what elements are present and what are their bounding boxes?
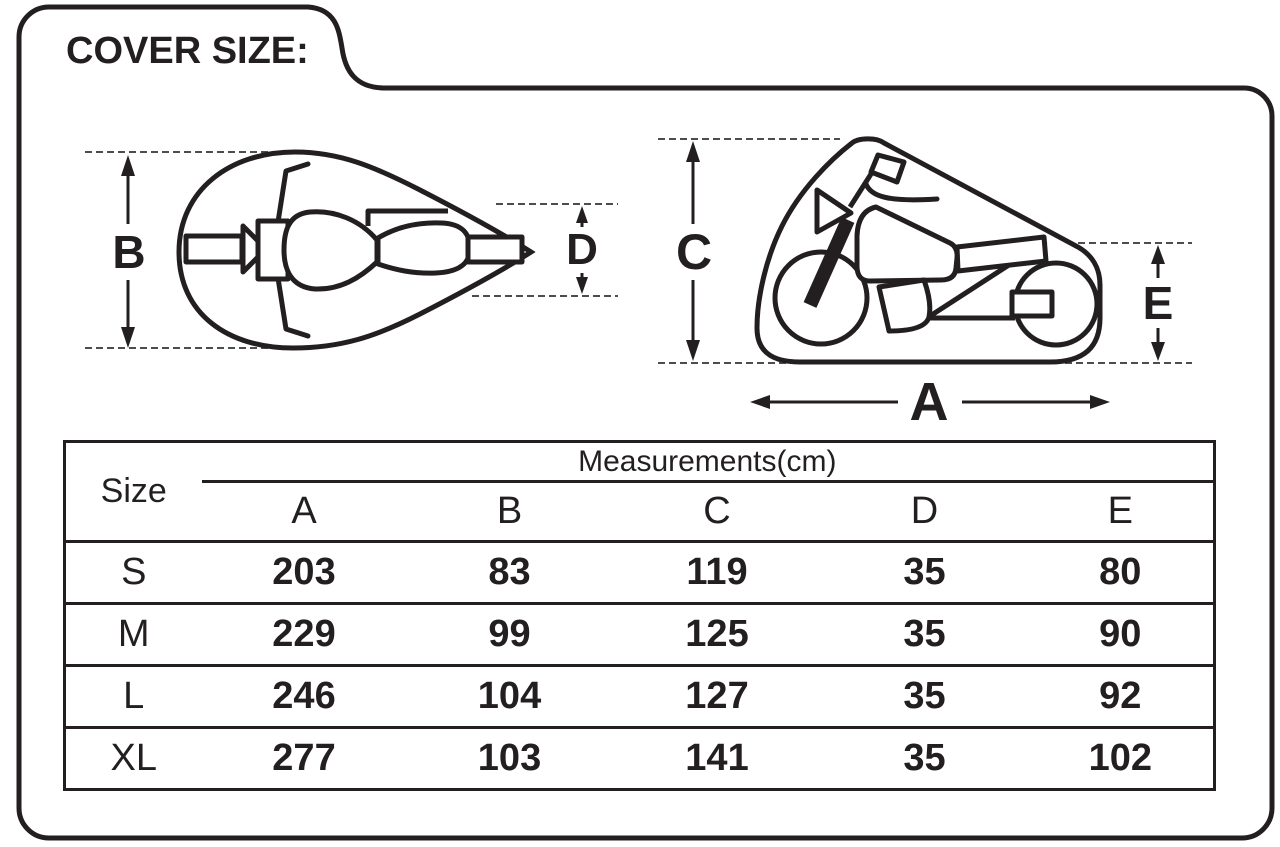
table-cell: 90	[1028, 604, 1215, 666]
column-header-a: A	[202, 482, 407, 542]
size-column-header: Size	[65, 442, 202, 542]
dimension-e-label: E	[1142, 277, 1174, 329]
dimension-a-label: A	[909, 372, 949, 432]
column-header-e: E	[1028, 482, 1215, 542]
table-cell: 35	[822, 604, 1028, 666]
table-row-s	[65, 542, 1215, 604]
table-cell: 80	[1028, 542, 1215, 604]
engine-panel	[879, 280, 930, 331]
side-view-diagram	[658, 139, 1192, 409]
page-title: COVER SIZE:	[66, 30, 309, 72]
front-wheel-top	[186, 236, 242, 262]
table-cell: 229	[202, 604, 407, 666]
table-cell: 102	[1028, 728, 1215, 790]
table-cell: 277	[202, 728, 407, 790]
seat-top	[378, 223, 470, 273]
table-cell: 203	[202, 542, 407, 604]
table-cell: 119	[613, 542, 822, 604]
table-cell: 99	[407, 604, 613, 666]
column-header-b: B	[407, 482, 613, 542]
table-cell: 127	[613, 666, 822, 728]
dimension-c-label: C	[675, 224, 713, 280]
rear-axle-box	[1012, 292, 1052, 316]
size-row-label: L	[65, 666, 202, 728]
table-cell: 35	[822, 666, 1028, 728]
table-cell: 92	[1028, 666, 1215, 728]
size-row-label: M	[65, 604, 202, 666]
table-row-l	[65, 666, 1215, 728]
table-cell: 141	[613, 728, 822, 790]
column-header-c: C	[613, 482, 822, 542]
table-row-xl	[65, 728, 1215, 790]
table-cell: 83	[407, 542, 613, 604]
size-table-container	[63, 440, 1216, 791]
size-row-label: XL	[65, 728, 202, 790]
table-cell: 125	[613, 604, 822, 666]
table-cell: 104	[407, 666, 613, 728]
dimension-d-label: D	[566, 225, 598, 274]
top-view-diagram	[85, 152, 618, 348]
table-cell: 246	[202, 666, 407, 728]
table-cell: 35	[822, 542, 1028, 604]
rear-wheel-top	[468, 237, 522, 262]
table-row-m	[65, 604, 1215, 666]
size-table	[63, 440, 1216, 791]
table-cell: 103	[407, 728, 613, 790]
measurements-header: Measurements(cm)	[202, 442, 1215, 482]
size-row-label: S	[65, 542, 202, 604]
dimension-b-label: B	[112, 226, 146, 278]
table-cell: 35	[822, 728, 1028, 790]
column-header-d: D	[822, 482, 1028, 542]
